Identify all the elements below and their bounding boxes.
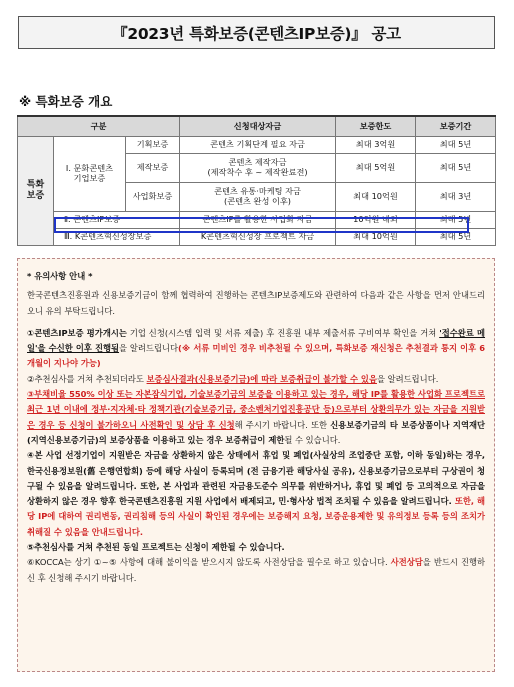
header-period: 보증기간 (416, 116, 496, 137)
notice-title: * 유의사항 안내 * (27, 271, 93, 281)
table-row (18, 137, 496, 154)
header-limit: 보증한도 (336, 116, 416, 137)
notice-item-3: ③부채비율 550% 이상 또는 자본잠식기업, 기술보증기금의 보증을 이용하고 있는 경우, 해당 IP를 활용한 사업화 프로젝트로 최근 1년 이내에 정부·지자체·타 정책기관(기술보증기금, 중소벤처기업진흥공단 등)으로부터 상환의무가 있는 자금을 지원받은 경우 등 신청이 불가하오니 사전확인 및 상담 후 신청해 주시기 바랍니다. 또한 신용보증기금의 타 보증상품이나 지역재단(지역신용보증기금)의 보증상품을 이용하고 있는 경우 보증취급이 제한될 수 있습니다. (27, 389, 485, 445)
section-title: ※ 특화보증 개요 (19, 94, 113, 109)
limit-cell: 최대 3억원 (336, 137, 416, 154)
table-header-row (18, 116, 496, 137)
limit-cell: 최대 10억원 (336, 183, 416, 212)
notice-item-5: ⑤추천심사를 거쳐 추천된 동일 프로젝트는 신청이 제한될 수 있습니다. (27, 542, 285, 553)
period-cell: 최대 5년 (416, 229, 496, 246)
notice-item-6: ⑥KOCCA는 상기 ①~⑤ 사항에 대해 불이익을 받으시지 않도록 사전상담을 필수로 하고 있습니다. 사전상담을 반드시 진행하신 후 신청해 주시기 바랍니다. (27, 557, 485, 583)
notice-item-1: ①콘텐츠IP보증 평가개시는 기업 신청(시스템 입력 및 서류 제출) 후 진흥원 내부 제출서류 구비여부 확인을 거쳐 '접수완료 메일'을 수신한 이후 진행됨을 알려드립니다(※ 서류 미비인 경우 비추천될 수 있으며, 특화보증 재신청은 추천결과 통지 이후 6개월이 지나야 가능) (27, 327, 486, 369)
notice-item-4: ④본 사업 선정기업이 지원받은 자금을 상환하지 않은 상태에서 휴업 및 폐업(사실상의 조업중단 포함, 이하 동일)하는 경우, 한국신용정보원(舊 은행연합회) 등에 해당 사실이 등록되며 (전 금융기관 해당사실 공유), 신용보증기금으로부터 구상권이 청구될 수 있음을 알려드립니다. 또한, 본 사업과 관련된 자금용도준수 의무를 위반하거나, 휴업 및 폐업 등 고의적으로 자금을 상환하지 않은 경우 향후 한국콘텐츠진흥원 지원 사업에서 배제되고, 민·형사상 법적 조치될 수 있음을 알려드립니다. 또한, 해당 IP에 대하여 권리변동, 권리침해 등의 사실이 확인된 경우에는 보증해지 요청, 보증운용제한 및 유의정보 등록 등의 조치가 취해질 수 있음을 안내드립니다. (27, 450, 485, 537)
page-title: 『2023년 특화보증(콘텐츠IP보증)』 공고 (18, 16, 495, 49)
notice-item-2: ②추천심사를 거쳐 추천되더라도 보증심사결과(신용보증기금)에 따라 보증취급이 불가할 수 있음을 알려드립니다. (27, 373, 439, 384)
period-cell: 최대 5년 (416, 212, 496, 229)
group-label: 특화 보증 (18, 137, 54, 246)
limit-cell: 최대 10억원 (336, 229, 416, 246)
header-target: 신청대상자금 (180, 116, 336, 137)
sub-label: 제작보증 (126, 154, 180, 183)
period-cell: 최대 5년 (416, 137, 496, 154)
period-cell: 최대 3년 (416, 183, 496, 212)
k-label: Ⅲ. K콘텐츠혁신성장보증 (54, 229, 180, 246)
table-row (18, 229, 496, 246)
target-cell: 콘텐츠IP를 활용한 사업화 자금 (180, 212, 336, 229)
target-cell: 콘텐츠 제작자금 (제작착수 후 ~ 제작완료전) (180, 154, 336, 183)
notice-intro: 한국콘텐츠진흥원과 신용보증기금이 함께 협력하여 진행하는 콘텐츠IP보증제도와 관련하여 다음과 같은 사항을 먼저 안내드리오니 유의 부탁드립니다. (27, 290, 485, 316)
limit-cell: 최대 5억원 (336, 154, 416, 183)
target-cell: K콘텐츠혁신성장 프로젝트 자금 (180, 229, 336, 246)
target-cell: 콘텐츠 기획단계 필요 자금 (180, 137, 336, 154)
target-cell: 콘텐츠 유통·마케팅 자금 (콘텐츠 완성 이후) (180, 183, 336, 212)
ip-label: Ⅱ. 콘텐츠IP보증 (54, 212, 180, 229)
sub-label: 기획보증 (126, 137, 180, 154)
table-row (18, 212, 496, 229)
notice-box (17, 258, 495, 672)
header-category: 구분 (18, 116, 180, 137)
overview-table (17, 115, 496, 246)
culture-label: Ⅰ. 문화콘텐츠 기업보증 (54, 137, 126, 212)
period-cell: 최대 5년 (416, 154, 496, 183)
sub-label: 사업화보증 (126, 183, 180, 212)
limit-cell: 10억원 내외 (336, 212, 416, 229)
